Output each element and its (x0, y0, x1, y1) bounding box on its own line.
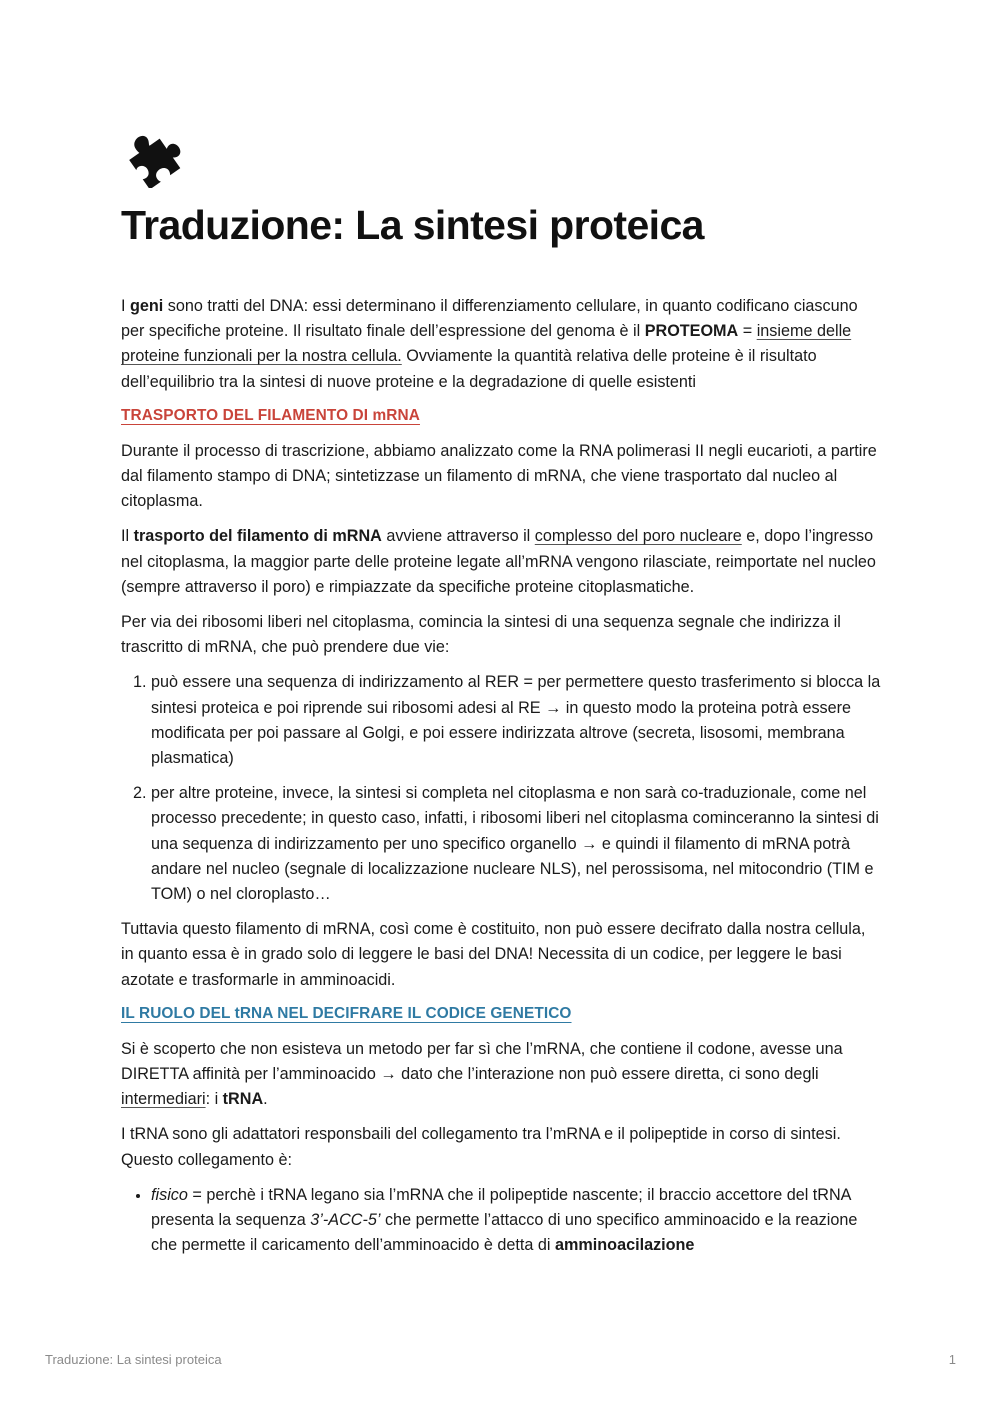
collegamento-list (121, 1183, 881, 1259)
proteoma-definition-link[interactable]: insieme delle proteine funzionali per la nostra cellula. (121, 322, 852, 366)
puzzle-piece-icon (121, 126, 183, 188)
trasporto-paragraph-2: Il trasporto del filamento di mRNA avviene attraverso il complesso del poro nucleare e, dopo l’ingresso nel citoplasma, la maggior parte delle proteine legate all’mRNA vengono rilasciate, reimportate nel nucleo (sempre attraverso il poro) e rimpiazzate da specifiche proteine citoplasmatiche. (121, 527, 876, 596)
vie-list (121, 670, 881, 907)
footer-title: Traduzione: La sintesi proteica (45, 1352, 222, 1367)
page-content (121, 126, 881, 1269)
trasporto-paragraph-4: Tuttavia questo filamento di mRNA, così come è costituito, non può essere decifrato dalla nostra cellula, in quanto essa è in grado solo di leggere le basi del DNA! Necessita di un codice, per leggere le basi azotate e trasformarle in amminoacidi. (121, 920, 866, 989)
poro-nucleare-link[interactable]: complesso del poro nucleare (534, 527, 742, 546)
trna-paragraph-1: Si è scoperto che non esisteva un metodo per far sì che l’mRNA, che contiene il codone, avesse una DIRETTA affinità per l’amminoacido → dato che l’interazione non può essere diretta, ci sono degli intermediari: i tRNA. (121, 1039, 843, 1109)
list-item: 1. può essere una sequenza di indirizzamento al RER = per permettere questo trasferimento si blocca la sintesi proteica e poi riprende sui ribosomi adesi al RE → in questo modo la proteina potrà essere modificata per poi passare al Golgi, e poi essere indirizzata altrove (secreta, lisosomi, membrana plasmatica) (151, 670, 881, 771)
intermediari-link[interactable]: intermediari (121, 1090, 206, 1109)
intro-paragraph: I geni sono tratti del DNA: essi determinano il differenziamento cellulare, in quanto codificano ciascuno per specifiche proteine. Il risultato finale dell’espressione del genoma è il PROTEOMA = insieme delle proteine funzionali per la nostra cellula. Ovviamente la quantità relativa delle proteine è il risultato dell’equilibrio tra la sintesi di nuove proteine e la degradazione di quelle esistenti (121, 297, 858, 391)
page-title: Traduzione: La sintesi proteica (121, 202, 704, 248)
trna-paragraph-2: I tRNA sono gli adattatori responsbaili del collegamento tra l’mRNA e il polipeptide in corso di sintesi. Questo collegamento è: (121, 1125, 841, 1169)
trasporto-paragraph-1: Durante il processo di trascrizione, abbiamo analizzato come la RNA polimerasi II negli eucarioti, a partire dal filamento stampo di DNA; sintetizzase un filamento di mRNA, che viene trasportato dal nucleo al citoplasma. (121, 441, 877, 511)
trasporto-paragraph-3: Per via dei ribosomi liberi nel citoplasma, comincia la sintesi di una sequenza segnale che indirizza il trascritto di mRNA, che può prendere due vie: (121, 613, 841, 657)
document-body (121, 294, 881, 1259)
page-number: 1 (948, 1352, 956, 1367)
list-item: 2. per altre proteine, invece, la sintesi si completa nel citoplasma e non sarà co-traduzionale, come nel processo precedente; in questo caso, infatti, i ribosomi liberi nel citoplasma cominceranno la sintesi di una sequenza di indirizzamento per uno specifico organello → e quindi il filamento di mRNA potrà andare nel nucleo (segnale di localizzazione nucleare NLS), nel perossisoma, nel mitocondrio (TIM e TOM) o nel cloroplasto… (151, 781, 881, 907)
section-heading-trasporto: TRASPORTO DEL FILAMENTO DI mRNA (121, 406, 420, 424)
list-item: • fisico = perchè i tRNA legano sia l’mRNA che il polipeptide nascente; il braccio accettore del tRNA presenta la sequenza 3’-ACC-5’ che permette l’attacco di uno specifico amminoacido e la reazione che permette il caricamento dell’amminoacido è detta di amminoacilazione (151, 1183, 881, 1259)
section-heading-trna: IL RUOLO DEL tRNA NEL DECIFRARE IL CODICE GENETICO (121, 1004, 572, 1022)
